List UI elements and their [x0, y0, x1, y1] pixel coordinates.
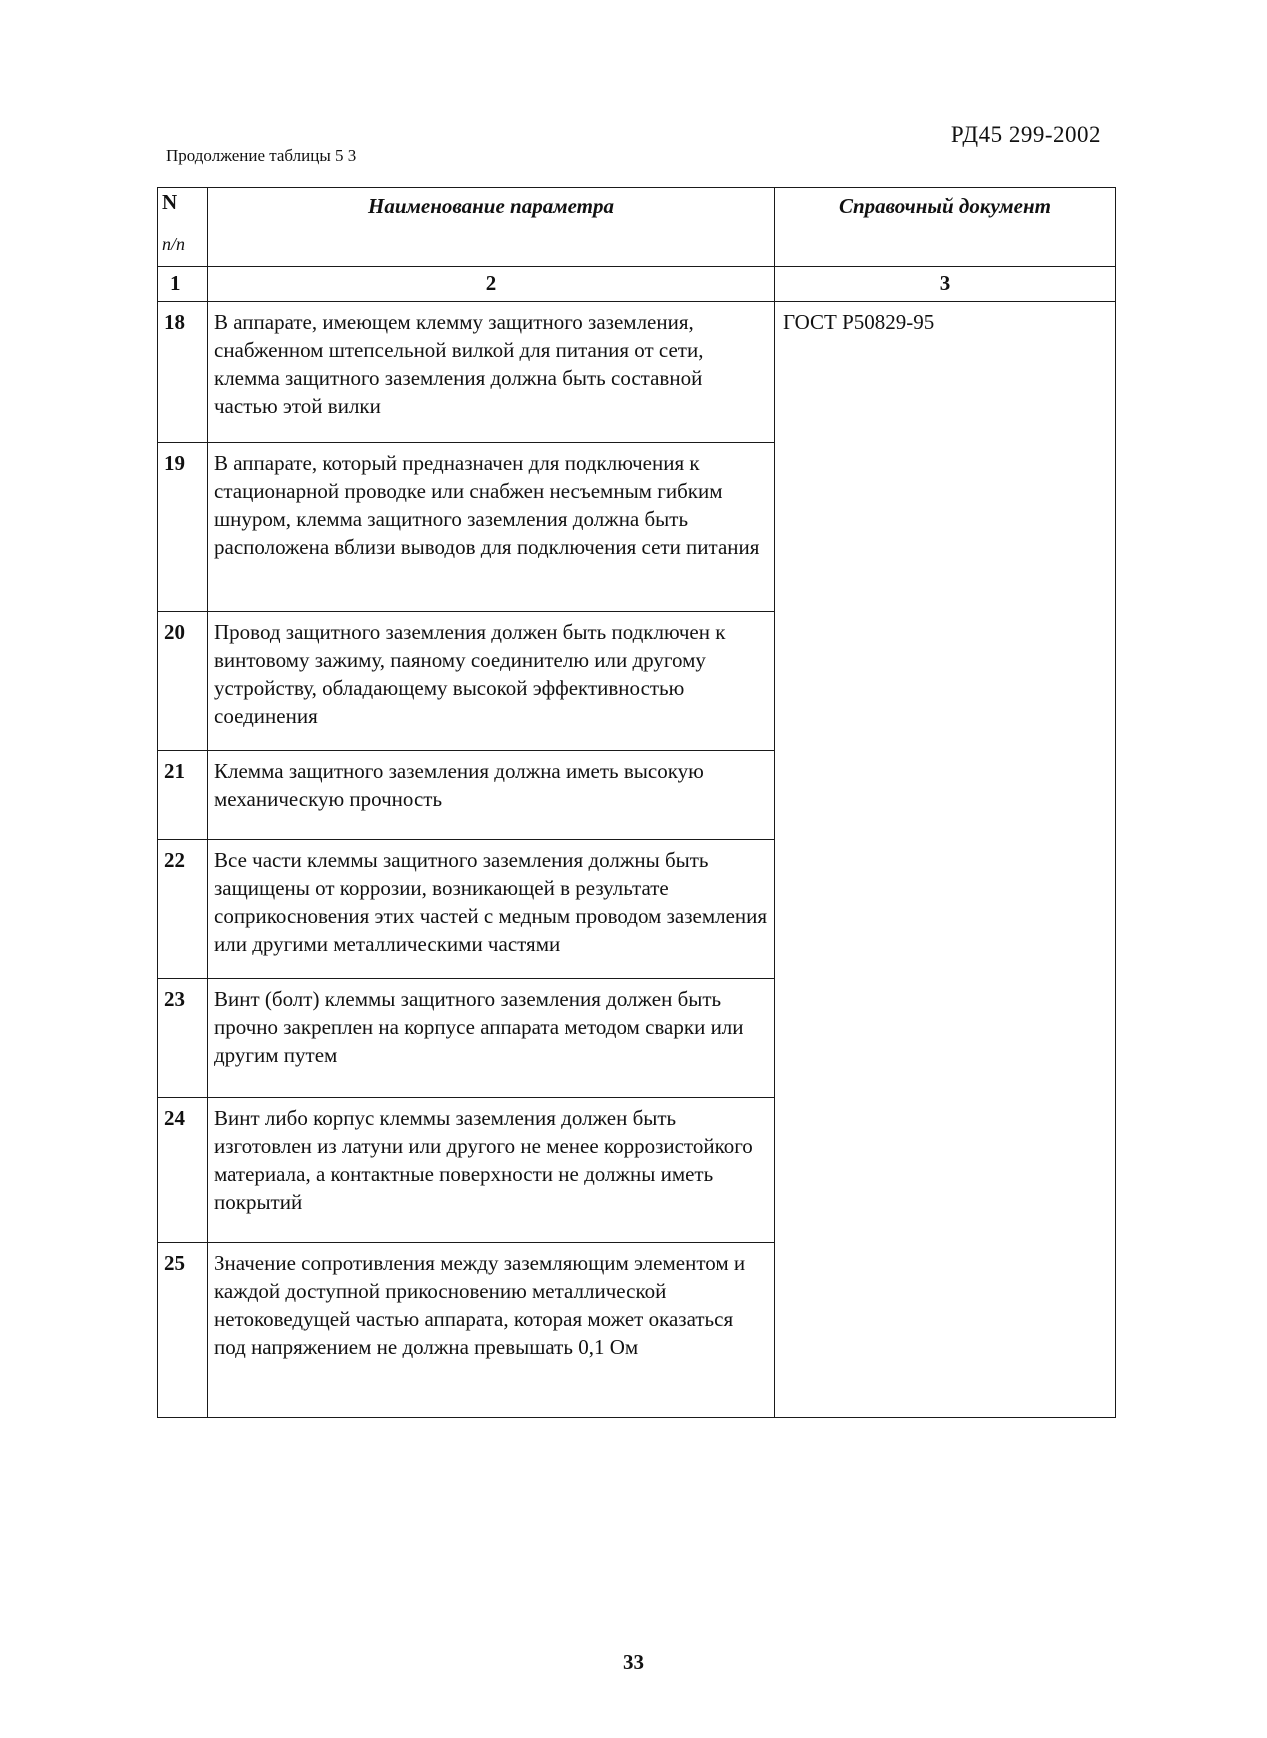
- row-parameter-text: В аппарате, который предназначен для подключения к стационарной проводке или снабжен несъемным гибким шнуром, клемма защитного заземления должна быть расположена вблизи выводов для подключения сети питания: [208, 443, 775, 612]
- row-number: 24: [158, 1098, 208, 1243]
- header-ref-cell: Справочный документ: [775, 188, 1116, 267]
- document-code: РД45 299-2002: [950, 122, 1101, 147]
- row-parameter-text: Все части клеммы защитного заземления должны быть защищены от коррозии, возникающей в результате соприкосновения этих частей с медным проводом заземления или другими металлическими частями: [208, 840, 775, 979]
- row-parameter-text: Винт либо корпус клеммы заземления должен быть изготовлен из латуни или другого не менее коррозистойкого материала, а контактные поверхности не должны иметь покрытий: [208, 1098, 775, 1243]
- column-number: 1: [158, 267, 208, 302]
- row-number: 19: [158, 443, 208, 612]
- table-row: [158, 302, 1116, 443]
- column-number: 2: [208, 267, 775, 302]
- row-parameter-text: Клемма защитного заземления должна иметь высокую механическую прочность: [208, 751, 775, 840]
- row-number: 20: [158, 612, 208, 751]
- parameters-table: [157, 187, 1116, 1418]
- column-numbers-row: [158, 267, 1116, 302]
- row-number: 25: [158, 1243, 208, 1418]
- row-parameter-text: Значение сопротивления между заземляющим элементом и каждой доступной прикосновению металлической нетоковедущей частью аппарата, которая может оказаться под напряжением не должна превышать 0,1 Ом: [208, 1243, 775, 1418]
- row-parameter-text: В аппарате, имеющем клемму защитного заземления, снабженном штепсельной вилкой для питания от сети, клемма защитного заземления должна быть составной частью этой вилки: [208, 302, 775, 443]
- header-num-cell: [158, 188, 208, 267]
- table-header-row: [158, 188, 1116, 267]
- row-number: 18: [158, 302, 208, 443]
- page-number: 33: [623, 1650, 644, 1674]
- header-param-cell: Наименование параметра: [208, 188, 775, 267]
- column-number: 3: [775, 267, 1116, 302]
- header-num-sublabel: п/п: [162, 234, 186, 254]
- row-parameter-text: Винт (болт) клеммы защитного заземления должен быть прочно закреплен на корпусе аппарата методом сварки или другим путем: [208, 979, 775, 1098]
- table-caption: Продолжение таблицы 5 3: [166, 146, 357, 165]
- row-number: 22: [158, 840, 208, 979]
- header-num-label: N: [162, 190, 178, 214]
- row-number: 21: [158, 751, 208, 840]
- reference-document: ГОСТ Р50829-95: [775, 302, 1116, 1418]
- row-parameter-text: Провод защитного заземления должен быть подключен к винтовому зажиму, паяному соединителю или другому устройству, обладающему высокой эффективностью соединения: [208, 612, 775, 751]
- row-number: 23: [158, 979, 208, 1098]
